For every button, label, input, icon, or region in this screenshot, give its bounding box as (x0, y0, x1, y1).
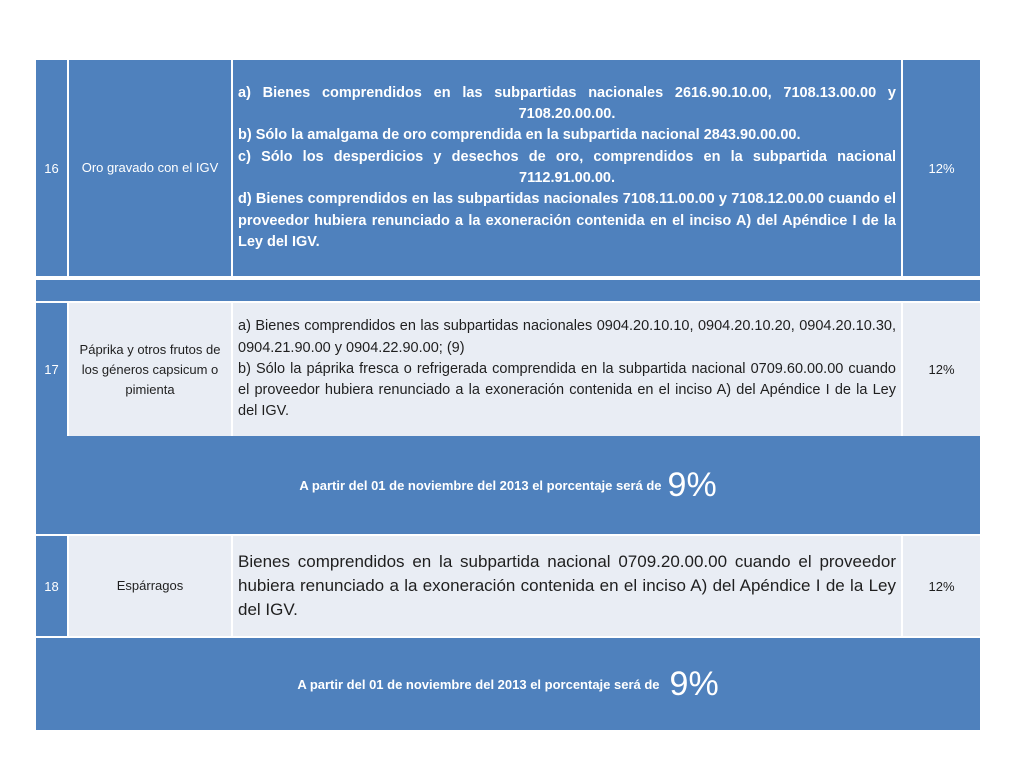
description-line-a: a) Bienes comprendidos en las subpartidas nacionales 2616.90.10.00, 7108.13.00.00 y 7108.20.00.00. (238, 84, 896, 123)
row-number (36, 60, 69, 276)
table-row-16 (36, 60, 980, 276)
description-cell (233, 60, 903, 276)
product-name (69, 60, 233, 276)
row-number (36, 536, 69, 636)
rate-cell (903, 536, 980, 636)
rate-change-banner (36, 638, 980, 730)
description-line-b: b) Sólo la páprika fresca o refrigerada comprendida en la subpartida nacional 0709.60.00.00 cuando el proveedor hubiera renunciado a la exoneración contenida en el inciso A) del Apéndice I de la Ley del IGV. (238, 360, 896, 420)
description-cell (233, 536, 903, 636)
description-line-a: Bienes comprendidos en la subpartida nacional 0709.20.00.00 cuando el proveedor hubiera renunciado a la exoneración contenida en el inciso A) del Apéndice I de la Ley del IGV. (238, 552, 896, 619)
banner-text: A partir del 01 de noviembre del 2013 el porcentaje será de (299, 477, 662, 493)
rate-cell (903, 60, 980, 276)
rate-text: 12% (928, 578, 955, 594)
banner-text: A partir del 01 de noviembre del 2013 el porcentaje será de (297, 676, 660, 692)
banner-percent: 9% (667, 465, 717, 504)
table-row-17 (36, 303, 980, 436)
separator-row (36, 280, 980, 301)
row-number-text: 16 (44, 160, 59, 176)
rate-cell (903, 303, 980, 436)
product-name (69, 536, 233, 636)
product-name (69, 303, 233, 436)
product-name-text: Oro gravado con el IGV (81, 160, 219, 175)
rate-text: 12% (928, 362, 955, 377)
product-name-text: Espárragos (116, 578, 184, 593)
row-number-text: 18 (44, 578, 59, 594)
description-line-d: d) Bienes comprendidos en las subpartidas nacionales 7108.11.00.00 y 7108.12.00.00 cuando el proveedor hubiera renunciado a la exoneración contenida en el inciso A) del Apéndice I de la Ley del IGV. (238, 191, 896, 250)
description-cell (233, 303, 903, 436)
row-number (36, 303, 69, 436)
row-number-text: 17 (44, 362, 59, 377)
description-line-c: c) Sólo los desperdicios y desechos de oro, comprendidos en la subpartida nacional 7112.91.00.00. (238, 148, 896, 186)
description-line-a: a) Bienes comprendidos en las subpartidas nacionales 0904.20.10.10, 0904.20.10.20, 0904.20.10.30, 0904.21.90.00 y 0904.22.90.00; (9) (238, 318, 896, 356)
table-row-18 (36, 536, 980, 636)
product-name-text: Páprika y otros frutos de los géneros capsicum o pimienta (79, 341, 221, 397)
rate-text: 12% (928, 160, 955, 176)
banner-percent: 9% (669, 664, 719, 703)
description-line-b: b) Sólo la amalgama de oro comprendida en la subpartida nacional 2843.90.00.00. (238, 127, 801, 144)
rate-change-banner (36, 436, 980, 534)
